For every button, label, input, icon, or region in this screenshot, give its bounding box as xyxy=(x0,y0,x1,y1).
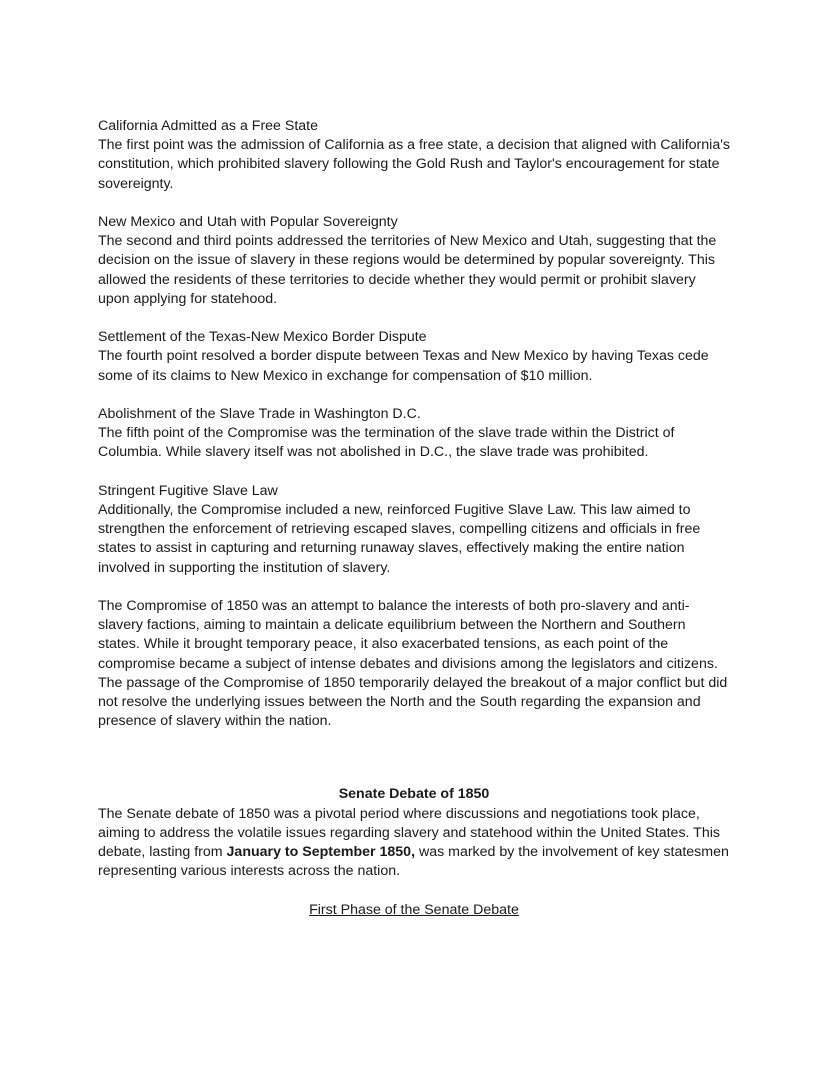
first-phase-heading: First Phase of the Senate Debate xyxy=(309,901,519,918)
senate-body-start: The Senate debate of 1850 was a pivotal period where discussions and negotiations took place, aiming to address the volatile issues regarding slavery and statehood within the United States. This debate, lasting from xyxy=(98,805,720,861)
section-heading: Settlement of the Texas-New Mexico Border Dispute xyxy=(98,329,427,346)
section-texas-border xyxy=(98,328,730,386)
section-body: The first point was the admission of California as a free state, a decision that aligned with California's constitution, which prohibited slavery following the Gold Rush and Taylor's encouragement for state sovereignty. xyxy=(98,137,731,192)
senate-body-dates: January to September 1850, xyxy=(226,844,416,861)
section-new-mexico-utah xyxy=(98,213,730,309)
section-heading: New Mexico and Utah with Popular Sovereignty xyxy=(98,214,398,230)
senate-debate-title: Senate Debate of 1850 xyxy=(338,786,490,803)
section-heading: Stringent Fugitive Slave Law xyxy=(98,482,278,499)
section-body: The second and third points addressed the territories of New Mexico and Utah, suggesting that the decision on the issue of slavery in these regions would be determined by popular sovereignty. This allowed the residents of these territories to decide whether they would permit or prohibit slavery upon applying for statehood. xyxy=(98,233,717,307)
section-california xyxy=(98,117,730,194)
section-slave-trade-dc xyxy=(98,405,730,463)
section-fugitive-slave-law xyxy=(98,482,730,578)
senate-debate-paragraph xyxy=(98,805,730,882)
section-body: The fourth point resolved a border dispute between Texas and New Mexico by having Texas cede some of its claims to New Mexico in exchange for compensation of $10 million. xyxy=(98,348,709,384)
senate-body-end: was marked by the involvement of key statesmen representing various interests across the nation. xyxy=(98,844,729,880)
section-body: The fifth point of the Compromise was the termination of the slave trade within the District of Columbia. While slavery itself was not abolished in D.C., the slave trade was prohibited. xyxy=(98,425,675,461)
section-heading: California Admitted as a Free State xyxy=(98,118,319,134)
section-body: Additionally, the Compromise included a new, reinforced Fugitive Slave Law. This law aimed to strengthen the enforcement of retrieving escaped slaves, compelling citizens and officials in free states to assist in capturing and returning runaway slaves, effectively making the entire nation involved in supporting the institution of slavery. xyxy=(98,502,701,576)
closing-paragraph: The Compromise of 1850 was an attempt to balance the interests of both pro-slavery and anti-slavery factions, aiming to maintain a delicate equilibrium between the Northern and Southern states. While it brought temporary peace, it also exacerbated tensions, as each point of the compromise became a subject of intense debates and divisions among the legislators and citizens. The passage of the Compromise of 1850 temporarily delayed the breakout of a major conflict but did not resolve the underlying issues between the North and the South regarding the expansion and presence of slavery within the nation. xyxy=(98,598,728,730)
document-content xyxy=(98,117,730,920)
section-heading: Abolishment of the Slave Trade in Washington D.C. xyxy=(98,406,421,422)
